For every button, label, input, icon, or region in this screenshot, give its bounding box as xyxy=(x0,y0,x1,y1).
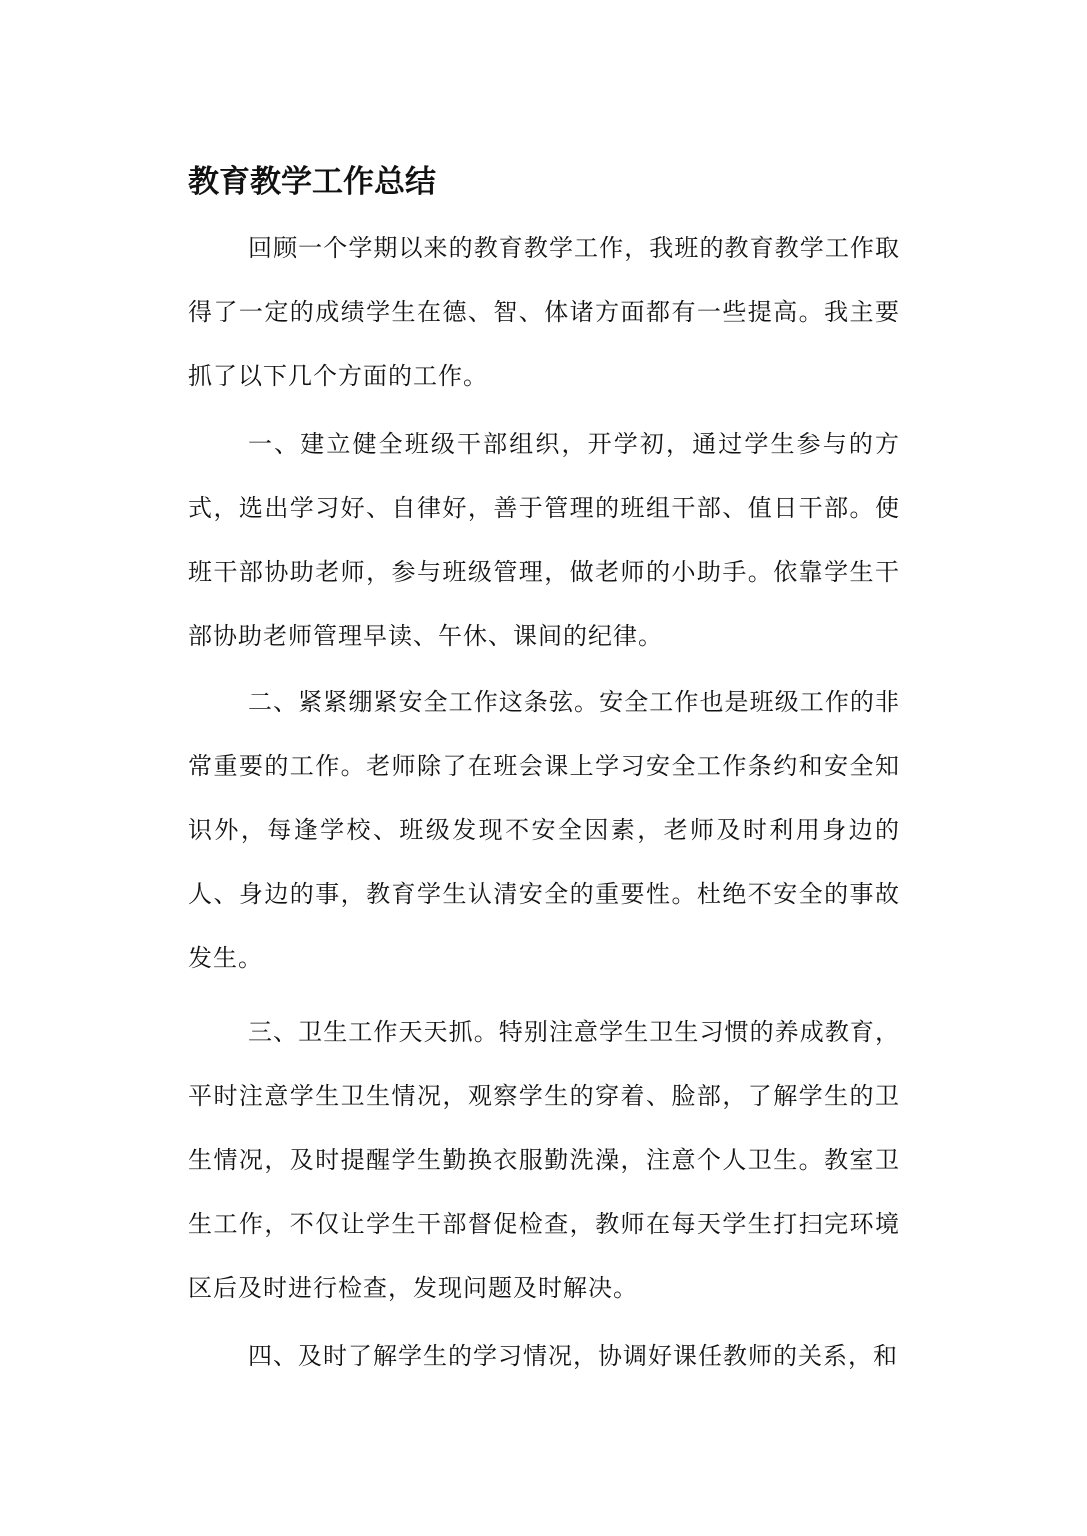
document-title: 教育教学工作总结 xyxy=(188,164,436,200)
paragraph-intro: 回顾一个学期以来的教育教学工作，我班的教育教学工作取得了一定的成绩学生在德、智、体诸方面都有一些提高。我主要抓了以下几个方面的工作。 xyxy=(188,234,900,390)
paragraph-study: 四、及时了解学生的学习情况，协调好课任教师的关系，和 xyxy=(248,1342,898,1370)
paragraph-class-leaders: 一、建立健全班级干部组织，开学初，通过学生参与的方式，选出学习好、自律好，善于管理的班组干部、值日干部。使班干部协助老师，参与班级管理，做老师的小助手。依靠学生干部协助老师管理早读、午休、课间的纪律。 xyxy=(188,430,900,650)
paragraph-safety: 二、紧紧绷紧安全工作这条弦。安全工作也是班级工作的非常重要的工作。老师除了在班会课上学习安全工作条约和安全知识外，每逢学校、班级发现不安全因素，老师及时利用身边的人、身边的事，教育学生认清安全的重要性。杜绝不安全的事故发生。 xyxy=(188,688,900,972)
paragraph-hygiene: 三、卫生工作天天抓。特别注意学生卫生习惯的养成教育，平时注意学生卫生情况，观察学生的穿着、脸部，了解学生的卫生情况，及时提醒学生勤换衣服勤洗澡，注意个人卫生。教室卫生工作，不仅让学生干部督促检查，教师在每天学生打扫完环境区后及时进行检查，发现问题及时解决。 xyxy=(188,1018,900,1302)
